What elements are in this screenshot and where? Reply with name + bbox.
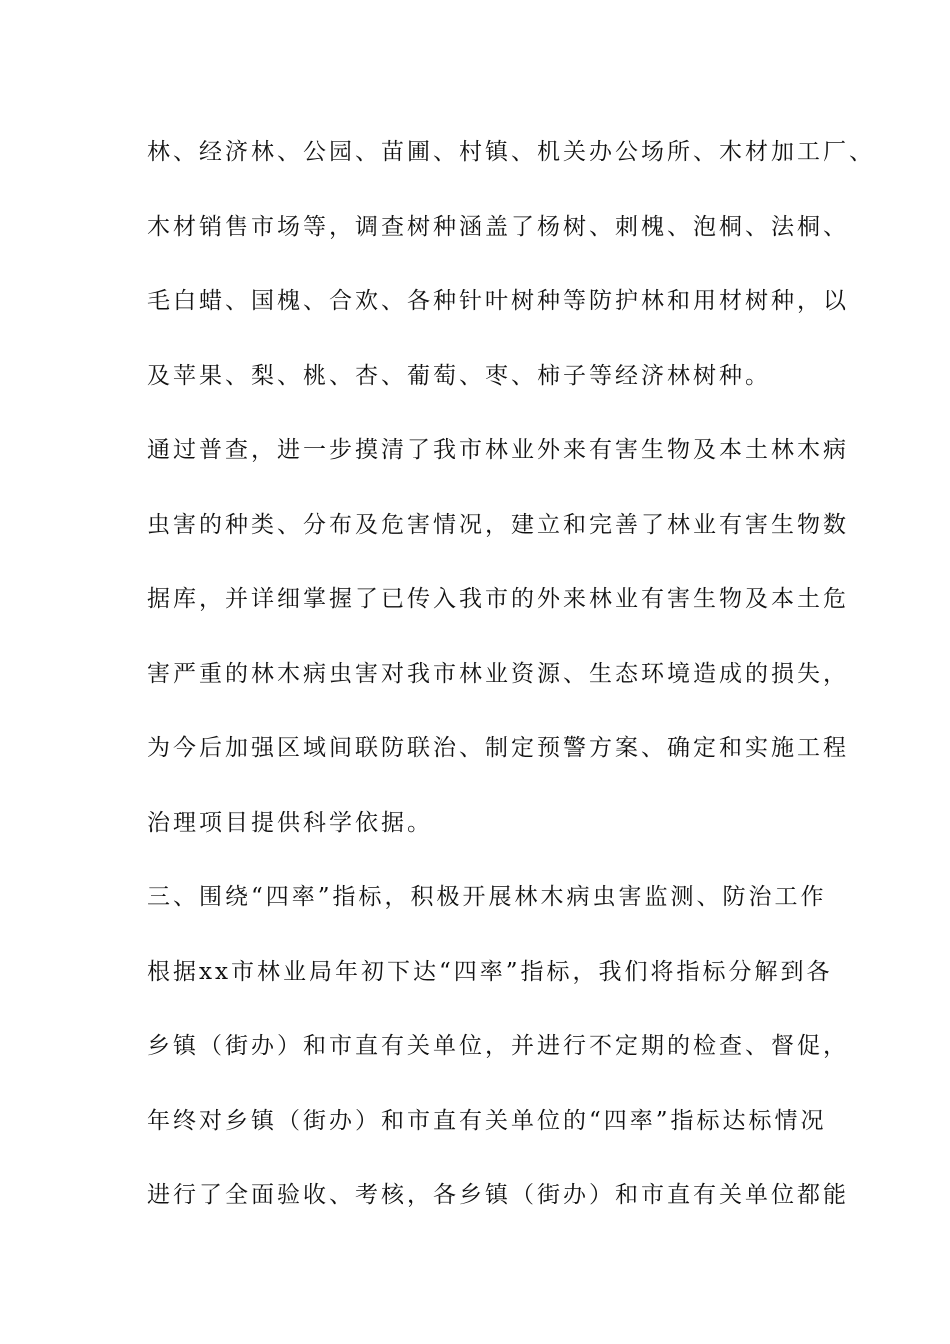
text-line: 通过普查，进一步摸清了我市林业外来有害生物及本土林木病: [147, 437, 849, 463]
text-line: 及苹果、梨、桃、杏、葡萄、枣、柿子等经济林树种。: [147, 363, 771, 389]
text-line: 根据xx市林业局年初下达“四率”指标，我们将指标分解到各: [147, 959, 833, 985]
text-line: 治理项目提供科学依据。: [147, 810, 433, 836]
text-line: 害严重的林木病虫害对我市林业资源、生态环境造成的损失，: [147, 661, 849, 687]
text-line: 乡镇（街办）和市直有关单位，并进行不定期的检查、督促，: [147, 1033, 849, 1059]
section-heading: 三、围绕“四率”指标，积极开展林木病虫害监测、防治工作: [147, 884, 827, 910]
text-line: 据库，并详细掌握了已传入我市的外来林业有害生物及本土危: [147, 586, 849, 612]
text-line: 木材销售市场等，调查树种涵盖了杨树、刺槐、泡桐、法桐、: [147, 214, 849, 240]
text-line: 毛白蜡、国槐、合欢、各种针叶树种等防护林和用材树种，以: [147, 288, 849, 314]
text-line: 进行了全面验收、考核，各乡镇（街办）和市直有关单位都能: [147, 1182, 849, 1208]
text-line: 为今后加强区域间联防联治、制定预警方案、确定和实施工程: [147, 735, 849, 761]
text-line: 年终对乡镇（街办）和市直有关单位的“四率”指标达标情况: [147, 1108, 827, 1134]
text-line: 林、经济林、公园、苗圃、村镇、机关办公场所、木材加工厂、: [147, 139, 875, 165]
text-line: 虫害的种类、分布及危害情况，建立和完善了林业有害生物数: [147, 512, 849, 538]
